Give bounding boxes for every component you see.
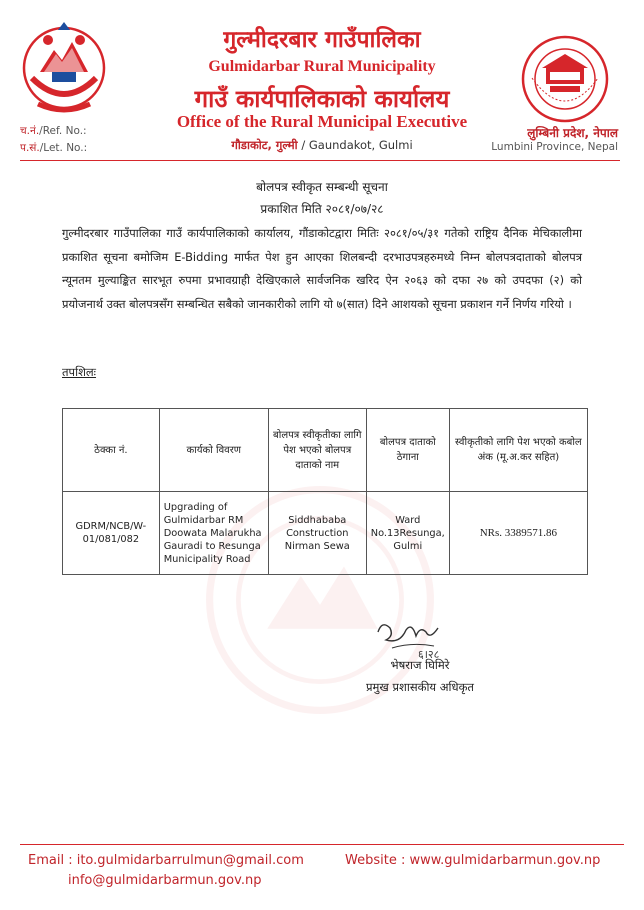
office-name-english: Office of the Rural Municipal Executive [176,112,468,131]
nepal-emblem-logo [18,20,110,118]
let-label-nepali: प.सं. [20,142,40,154]
address-nepali: गौडाकोट, गुल्मी [231,138,298,152]
header-bidder-address: बोलपत्र दाताको ठेगाना [366,409,449,492]
notice-body: गुल्मीदरबार गाउँपालिका गाउँ कार्यपालिकाको कार्यालय, गौंडाकोटद्वारा मितिः २०८१/०५/३१ गतेको राष्ट्रिय दैनिक मेचिकालीमा प्रकाशित सूचना बमोजिम E-Bidding मार्फत पेश हुन आएका शिलबन्दी दरभाउपत्रहरुमध्ये निम्न बोलपत्रदाताको बोलपत्र न्यूनतम मुल्याङ्कित सारभूत रुपमा प्रभावग्राही देखिएकाले सार्वजनिक खरिद ऐन २०६३ को दफा २७ को उपदफा (२) को प्रयोजनार्थ उक्त बोलपत्रसँग सम्बन्धित सबैको जानकारीको लागि यो ७(सात) दिने आशयको सूचना प्रकाशन गर्ने निर्णय गरियो । [62,226,582,311]
details-label: तपशिलः [62,365,97,379]
email-link[interactable]: Email : ito.gulmidarbarrulmun@gmail.com [28,853,304,868]
province-english: Lumbini Province, Nepal [491,141,618,153]
header-bidder-name: बोलपत्र स्वीकृतीका लागि पेश भएको बोलपत्र दाताको नाम [268,409,366,492]
ref-number-label [20,124,87,138]
header-contract-no: ठेक्का नं. [63,409,160,492]
cell-contract-no: GDRM/NCB/W-01/081/082 [63,492,160,575]
table-row [63,492,588,575]
header-divider [20,160,620,161]
published-date: प्रकाशित मिति २०८१/०७/२८ [260,202,384,216]
let-label-english: /Let. No.: [39,142,88,154]
municipality-name-nepali: गुल्मीदरबार गाउँपालिका [223,27,421,53]
letter-number-label [20,141,87,155]
handwritten-signature [372,618,462,662]
municipality-name-english: Gulmidarbar Rural Municipality [208,58,436,75]
header-work-description: कार्यको विवरण [159,409,268,492]
cell-bid-amount: NRs. 3389571.86 [449,492,587,575]
ref-label-nepali: च.नं. [20,125,40,137]
website-link[interactable]: Website : www.gulmidarbarmun.gov.np [345,853,601,868]
footer-divider [20,844,624,845]
address-separator: / [297,138,309,152]
svg-text:६।२८: ६।२८ [418,648,440,661]
cell-bidder-address: Ward No.13Resunga, Gulmi [366,492,449,575]
cell-bidder-name: Siddhababa Construction Nirman Sewa [268,492,366,575]
header-bid-amount: स्वीकृतीको लागि पेश भएको कबोल अंक (मू.अ.कर सहित) [449,409,587,492]
office-name-nepali: गाउँ कार्यपालिकाको कार्यालय [194,85,450,113]
table-header-row [63,409,588,492]
email-link-secondary[interactable]: info@gulmidarbarmun.gov.np [68,873,262,888]
signer-designation: प्रमुख प्रशासकीय अधिकृत [366,680,474,694]
office-address [150,138,494,153]
cell-work-description: Upgrading of Gulmidarbar RM Doowata Malarukha Gauradi to Resunga Municipality Road [159,492,268,575]
address-english: Gaundakot, Gulmi [308,138,413,152]
municipality-seal-logo [520,34,610,124]
ref-label-english: /Ref. No.: [39,125,87,137]
bid-award-table [62,408,588,575]
notice-title: बोलपत्र स्वीकृत सम्बन्धी सूचना [256,180,388,194]
province-nepali: लुम्बिनी प्रदेश, नेपाल [527,126,618,140]
signer-name: भेषराज घिमिरे [390,658,450,672]
